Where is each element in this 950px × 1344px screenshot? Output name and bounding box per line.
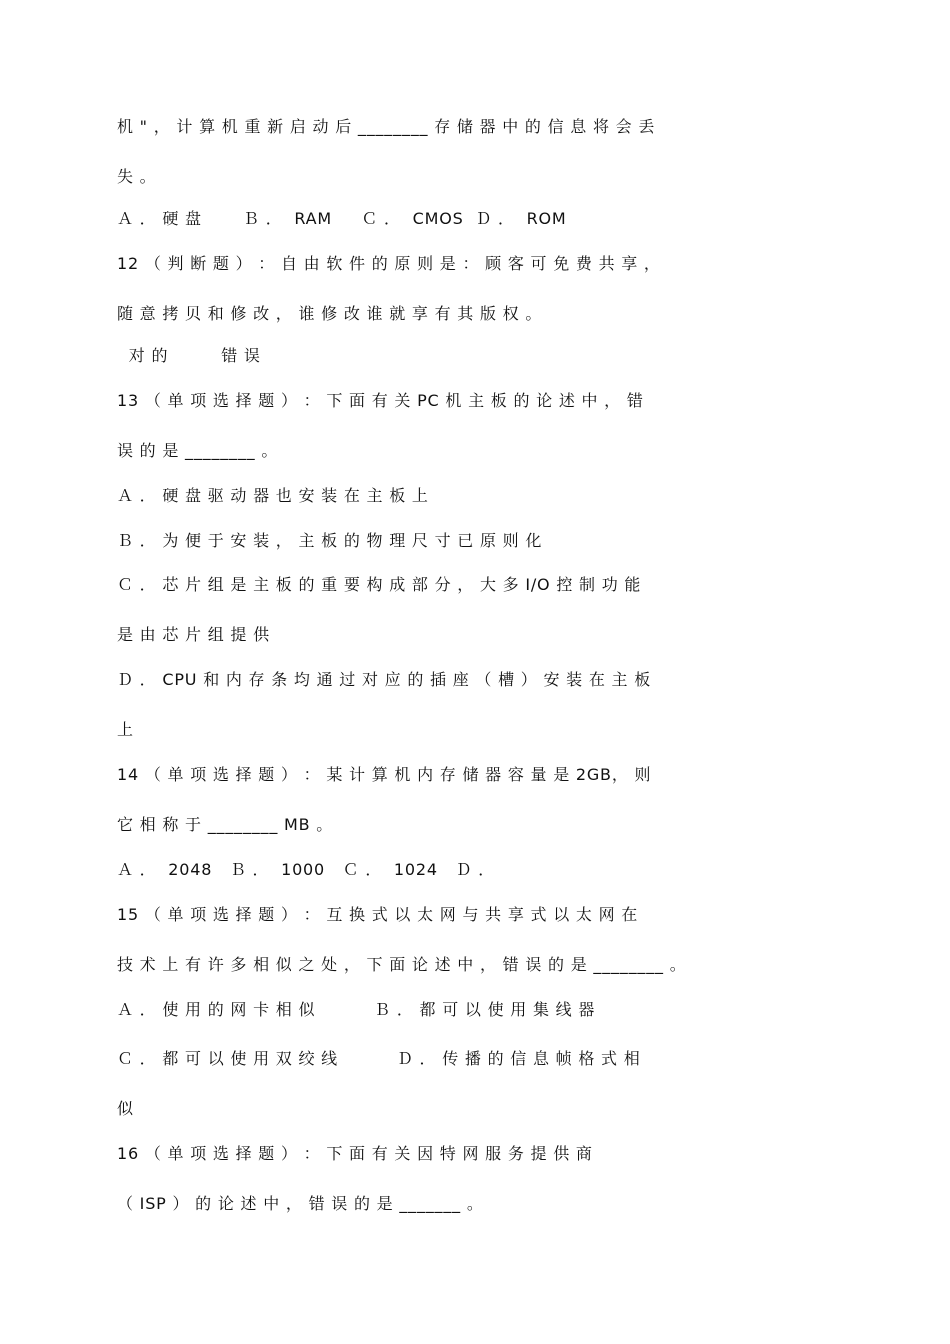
question-16-text-line-1: 16 （ 单 项 选 择 题 ） ： 下 面 有 关 因 特 网 服 务 提 供 商 [117,1144,593,1163]
question-13-option-b: Ｂ ． 为 便 于 安 装 ， 主 板 的 物 理 尺 寸 已 原 则 化 [117,531,543,550]
question-12-text-line-2: 随 意 拷 贝 和 修 改 ， 谁 修 改 谁 就 享 有 其 版 权 。 [117,304,543,323]
question-13-option-d-line-1: Ｄ ． CPU 和 内 存 条 均 通 过 对 应 的 插 座 （ 槽 ） 安 装 在 主 板 [117,670,652,689]
question-12-text-line-1: 12 （ 判 断 题 ） ： 自 由 软 件 的 原 则 是 ： 顾 客 可 免 费 共 享 ， [117,254,661,273]
question-14-text-line-1: 14 （ 单 项 选 择 题 ） ： 某 计 算 机 内 存 储 器 容 量 是 2GB， 则 [117,765,652,784]
question-13-option-a: Ａ ． 硬 盘 驱 动 器 也 安 装 在 主 板 上 [117,486,429,505]
question-16-text-line-2: （ ISP ） 的 论 述 中 ， 错 误 的 是 _______ 。 [117,1194,484,1213]
question-13-text-line-1: 13 （ 单 项 选 择 题 ） ： 下 面 有 关 PC 机 主 板 的 论 述 中 ， 错 [117,391,644,410]
question-15-options-row-2: Ｃ ． 都 可 以 使 用 双 绞 线 Ｄ ． 传 播 的 信 息 帧 格 式 相 [117,1049,641,1068]
question-11-options: Ａ ． 硬 盘 Ｂ ． RAM Ｃ ． CMOS Ｄ ． ROM [117,209,567,228]
question-13-option-d-line-2: 上 [117,720,134,739]
question-11-text-line-1: 机 " ， 计 算 机 重 新 启 动 后 ________ 存 储 器 中 的 信 息 将 会 丢 [117,117,656,136]
question-14-text-line-2: 它 相 称 于 ________ MB 。 [117,815,334,834]
question-13-text-line-2: 误 的 是 ________ 。 [117,441,279,460]
question-15-options-row-3: 似 [117,1099,134,1118]
question-11-text-line-2: 失 。 [117,167,157,186]
question-13-option-c-line-2: 是 由 芯 片 组 提 供 [117,625,270,644]
question-15-options-row-1: Ａ ． 使 用 的 网 卡 相 似 Ｂ ． 都 可 以 使 用 集 线 器 [117,1000,596,1019]
question-14-options: Ａ ． 2048 Ｂ ． 1000 Ｃ ． 1024 Ｄ ． [117,860,495,879]
question-15-text-line-2: 技 术 上 有 许 多 相 似 之 处 ， 下 面 论 述 中 ， 错 误 的 是 ________ 。 [117,955,687,974]
question-13-option-c-line-1: Ｃ ． 芯 片 组 是 主 板 的 重 要 构 成 部 分 ， 大 多 I/O 控 制 功 能 [117,575,642,594]
question-15-text-line-1: 15 （ 单 项 选 择 题 ） ： 互 换 式 以 太 网 与 共 享 式 以 太 网 在 [117,905,639,924]
question-12-options: 对 的 错 误 [117,346,261,365]
